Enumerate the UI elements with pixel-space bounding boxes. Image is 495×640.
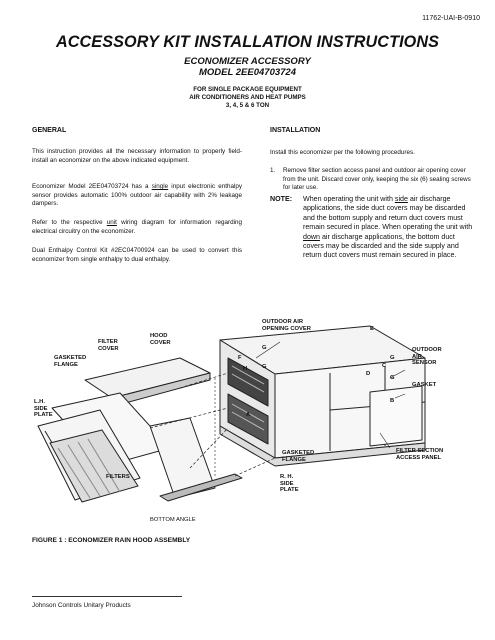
label-filters: FILTERS [106,474,130,480]
subtitle-model: MODEL 2EE04703724 [199,67,296,78]
general-heading: GENERAL [32,127,67,134]
general-p2-underlined: single [151,183,169,190]
general-p2-text-a: Economizer Model 2EE04703724 has a [32,183,152,190]
installation-heading: INSTALLATION [270,127,321,134]
general-p2-text-b: input electronic enthalpy sensor provides automatic 100% outdoor air capability with 2% leakage dampers. [32,183,242,207]
footer-company: Johnson Controls Unitary Products [32,602,131,609]
label-gasketed-flange-bottom: GASKETED FLANGE [282,450,315,463]
label-c: C [382,363,387,369]
label-outdoor-air-cover: OUTDOOR AIR OPENING COVER [262,319,311,332]
label-f: F [238,355,242,361]
label-b: B [390,398,395,404]
general-paragraph-1: This instruction provides all the necessary information to properly field-install an economizer on the above indicated equipment. [32,148,242,164]
label-gasket: GASKET [412,382,437,388]
figure-caption: FIGURE 1 : ECONOMIZER RAIN HOOD ASSEMBLY [32,537,191,544]
label-lh-side-plate: L.H. SIDE PLATE [34,399,53,419]
note-label: NOTE: [270,195,293,203]
note-underlined-side: side [394,195,408,203]
label-filter-access-panel: FILTER SECTION ACCESS PANEL [396,448,444,461]
label-g1: G [262,345,267,351]
equipment-applicability [0,86,495,111]
label-h: H [243,366,248,372]
step-1-number: 1. [270,167,276,174]
label-e: E [370,326,374,332]
economizer-hood-diagram [30,318,470,528]
subtitle-accessory: ECONOMIZER ACCESSORY [184,56,311,67]
label-bottom-angle: BOTTOM ANGLE [150,517,196,523]
general-paragraph-2 [32,183,242,209]
label-g4: G [390,375,395,381]
note-underlined-down: down [303,232,320,241]
label-filter-cover: FILTER COVER [98,339,119,352]
footer-rule [32,596,182,597]
general-paragraph-4: Dual Enthalpy Control Kit #2EC04700924 can be used to convert this economizer from single enthalpy to dual enthalpy. [32,247,242,263]
page-title: ACCESSORY KIT INSTALLATION INSTRUCTIONS [55,33,440,51]
note-text-a: When operating the unit with [303,195,395,203]
label-outdoor-air-sensor: OUTDOOR AIR SENSOR [412,347,442,367]
general-paragraph-3 [32,219,242,236]
general-p3-text-b: wiring diagram for information regarding electrical circuitry on the economizer. [32,219,243,235]
label-hood-cover: HOOD COVER [150,333,171,346]
applicability-line-3: 3, 4, 5 & 6 TON [225,102,270,110]
label-gasketed-flange-top: GASKETED FLANGE [54,355,87,368]
general-p3-underlined: unit [106,219,117,226]
installation-intro: Install this economizer per the following procedures. [270,149,415,156]
applicability-line-2: AIR CONDITIONERS AND HEAT PUMPS [189,94,306,102]
label-g3: G [390,355,395,361]
label-a: A [246,412,251,418]
label-g2: G [262,364,267,370]
note-text-c: air discharge applications, the bottom duct covers may be discarded and the side supply and return duct covers must remain secured in place. [303,232,459,260]
note-text [303,195,475,261]
label-d: D [366,371,371,377]
document-number: 11762-UAI-B-0910 [422,15,480,22]
step-1-text: Remove filter section access panel and outdoor air opening cover from the unit. Discard cover only, keeping the six (6) sealing screws for later use. [283,167,471,191]
filter-access-panel [370,386,422,446]
general-p3-text-a: Refer to the respective [32,219,107,226]
label-rh-side-plate: R. H. SIDE PLATE [280,474,299,494]
note-text-b: air discharge applications, the side duct covers may be discarded and the bottom supply and return duct covers must remain secured in place. When operating the unit with [303,195,473,232]
applicability-line-1: FOR SINGLE PACKAGE EQUIPMENT [193,86,302,93]
